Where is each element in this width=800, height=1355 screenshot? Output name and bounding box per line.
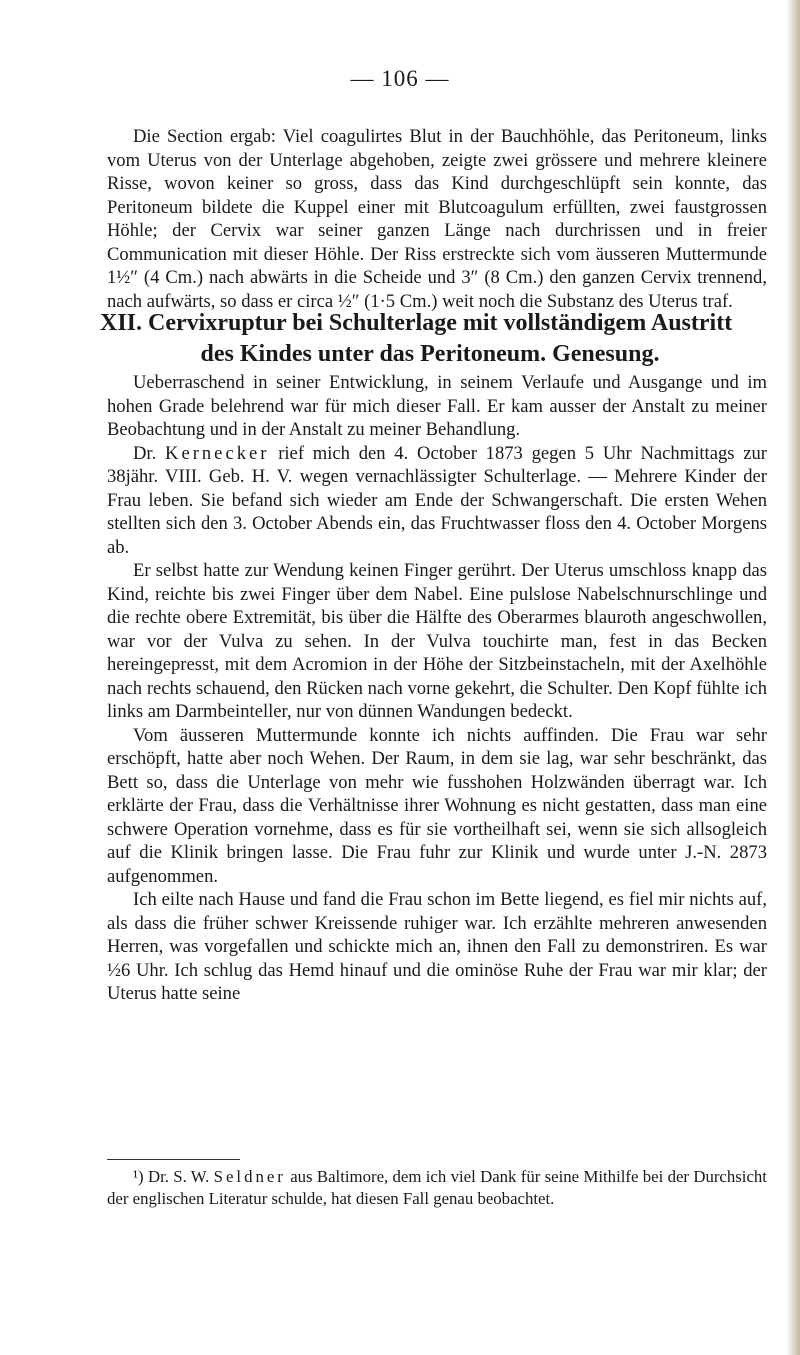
page-edge-shadow <box>786 0 800 1355</box>
footnote-prefix: Dr. S. W. <box>147 1167 210 1186</box>
intro-text <box>107 125 767 313</box>
body-paragraph-2 <box>107 442 767 560</box>
body-paragraph-2-text: rief mich den 4. October 1873 gegen 5 Uhr Nachmittags zur 38jähr. VIII. Geb. H. V. wegen vernachlässigter Schulterlage. — Mehrere Kinder der Frau leben. Sie befand sich wieder am Ende der Schwangerschaft. Die ersten Wehen stellten sich den 3. October Abends ein, das Fruchtwasser floss den 4. October Morgens ab. <box>107 442 767 558</box>
body-paragraph-1: Ueberraschend in seiner Entwicklung, in seinem Verlaufe und Ausgange und im hohen Grade belehrend war für mich dieser Fall. Er kam ausser der Anstalt zu meiner Beobachtung und in der Anstalt zu meiner Behandlung. <box>107 372 767 440</box>
footnote-name: Seldner <box>213 1167 286 1186</box>
intro-paragraph: Die Section ergab: Viel coagulirtes Blut in der Bauchhöhle, das Peritoneum, links vom Uterus von der Unterlage abgehoben, zeigte zwei grössere und mehrere kleinere Risse, wovon keiner so gross, dass das Kind durchgeschlüpft sein konnte, das Peritoneum bildete die Kuppel einer mit Blutcoagulum erfüllten, zwei faustgrossen Höhle; der Cervix war seiner ganzen Länge nach durchrissen und in freier Communication mit dieser Höhle. Der Riss erstreckte sich vom äusseren Muttermunde 1½″ (4 Cm.) nach abwärts in die Scheide und 3″ (8 Cm.) den ganzen Cervix trennend, nach aufwärts, so dass er circa ½″ (1·5 Cm.) weit noch die Substanz des Uterus traf. <box>107 126 767 312</box>
body-paragraph-3: Er selbst hatte zur Wendung keinen Finger gerührt. Der Uterus umschloss knapp das Kind, reichte bis zwei Finger über dem Nabel. Eine pulslose Nabelschnurschlinge und die rechte obere Extremität, bis über die Hälfte des Oberarmes blauroth angeschwollen, war vor der Vulva zu sehen. In der Vulva touchirte man, fest in das Becken hereingepresst, mit dem Acromion in der Höhe der Sitzbeinstacheln, mit der Axelhöhle nach rechts schauend, den Rücken nach vorne gekehrt, die Schulter. Den Kopf fühlte ich links am Darmbeinteller, nur von dünnen Wandungen bedeckt. <box>107 560 767 722</box>
footnote-marker: ¹) <box>133 1167 144 1186</box>
section-heading <box>100 308 770 370</box>
section-heading-line2: des Kindes unter das Peritoneum. Genesung. <box>200 341 660 367</box>
page-number: — 106 — <box>350 66 450 91</box>
footnote <box>107 1166 767 1209</box>
section-heading-line1: XII. Cervixruptur bei Schulterlage mit vollständigem Austritt <box>100 310 733 336</box>
footnote-text: aus Baltimore, dem ich viel Dank für seine Mithilfe bei der Durchsicht der englischen Literatur schulde, hat diesen Fall genau beobachtet. <box>107 1167 767 1208</box>
doctor-title: Dr. <box>133 442 157 464</box>
body-paragraph-5: Ich eilte nach Hause und fand die Frau schon im Bette liegend, es fiel mir nichts auf, als dass die früher schwer Kreissende ruhiger war. Ich erzählte mehreren anwesenden Herren, was vorgefallen und schickte mich an, ihnen den Fall zu demonstriren. Es war ½6 Uhr. Ich schlug das Hemd hinauf und die ominöse Ruhe der Frau war mir klar; der Uterus hatte seine <box>107 889 767 1004</box>
section-body <box>107 371 767 1006</box>
doctor-name: Kernecker <box>165 442 270 464</box>
body-paragraph-4: Vom äusseren Muttermunde konnte ich nichts auffinden. Die Frau war sehr erschöpft, hatte aber noch Wehen. Der Raum, in dem sie lag, war sehr beschränkt, das Bett so, dass die Unterlage von mehr wie fusshohen Holzwänden überragt war. Ich erklärte der Frau, dass die Verhältnisse ihrer Wohnung es nicht gestatten, dass man eine schwere Operation vornehme, dass es für sie vortheilhaft sei, wenn sie sich allsogleich auf die Klinik bringen lasse. Die Frau fuhr zur Klinik und wurde unter J.-N. 2873 aufgenommen. <box>107 724 767 887</box>
footnote-divider <box>107 1159 240 1160</box>
